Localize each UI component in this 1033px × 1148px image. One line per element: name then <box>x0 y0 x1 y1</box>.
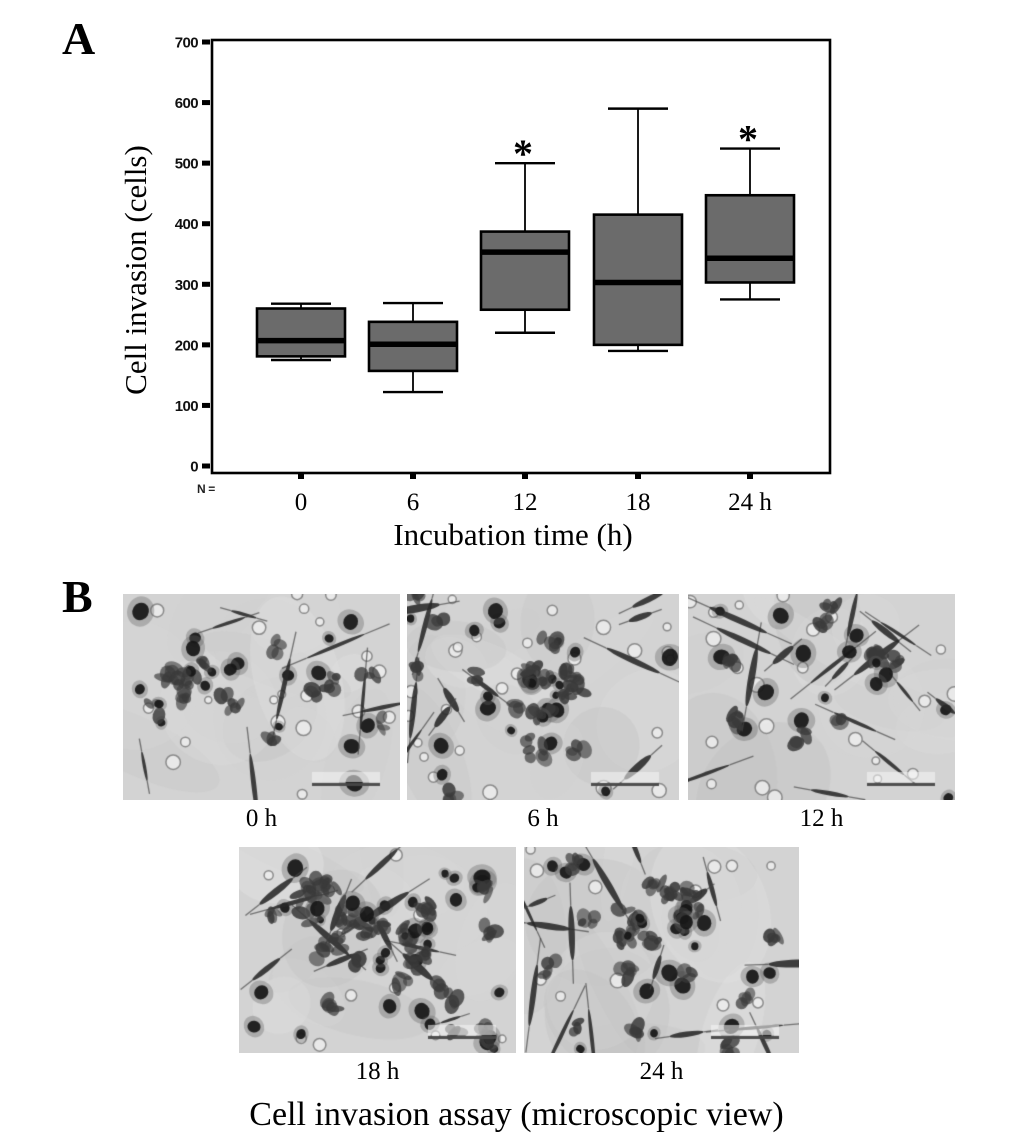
micrograph-24h <box>524 847 799 1086</box>
box-4 <box>706 195 794 282</box>
y-tick-mark <box>202 161 210 166</box>
significance-asterisk: * <box>513 131 533 177</box>
micrograph-image-24h <box>524 847 799 1053</box>
x-tick-label: 6 <box>406 489 420 516</box>
y-tick-mark <box>202 221 210 226</box>
y-tick-mark <box>202 282 210 287</box>
micrograph-18h <box>239 847 516 1086</box>
x-tick-label: 12 <box>512 489 538 516</box>
x-tick-mark <box>298 474 304 479</box>
micrograph-label: 24 h <box>639 1058 684 1085</box>
y-tick-label: 100 <box>174 397 198 415</box>
x-tick-label: 18 <box>625 489 651 516</box>
y-tick-label: 300 <box>174 276 198 294</box>
n-equals-label: N = <box>197 482 215 496</box>
micrograph-label: 12 h <box>799 805 844 832</box>
x-tick-label: 24 h <box>728 489 772 516</box>
y-tick-label: 400 <box>174 216 198 234</box>
panel-a-label: A <box>62 13 96 64</box>
y-tick-label: 0 <box>190 458 198 476</box>
micrograph-label: 0 h <box>245 805 278 832</box>
micrograph-label: 18 h <box>355 1058 400 1085</box>
micrograph-12h <box>688 594 955 833</box>
x-tick-mark <box>747 474 753 479</box>
y-tick-label: 200 <box>174 337 198 355</box>
box-plot-chart <box>0 0 1033 565</box>
y-tick-mark <box>202 342 210 347</box>
y-axis-title: Cell invasion (cells) <box>118 145 153 395</box>
micrograph-image-0h <box>123 594 400 800</box>
micrograph-image-6h <box>407 594 679 800</box>
y-tick-mark <box>202 100 210 105</box>
y-tick-label: 500 <box>174 155 198 173</box>
y-tick-mark <box>202 464 210 469</box>
y-tick-mark <box>202 403 210 408</box>
x-tick-mark <box>635 474 641 479</box>
box-0 <box>257 309 345 357</box>
y-tick-mark <box>202 40 210 45</box>
micrograph-6h <box>407 594 679 833</box>
x-tick-mark <box>410 474 416 479</box>
x-tick-label: 0 <box>294 489 308 516</box>
micrograph-label: 6 h <box>527 805 559 832</box>
box-2 <box>481 232 569 310</box>
x-axis-title: Incubation time (h) <box>393 517 633 552</box>
panel-b-label: B <box>62 571 93 622</box>
significance-asterisk: * <box>738 116 758 162</box>
micrograph-image-12h <box>688 594 955 800</box>
figure-caption: Cell invasion assay (microscopic view) <box>249 1096 784 1133</box>
y-tick-label: 600 <box>174 95 198 113</box>
micrograph-0h <box>123 594 400 833</box>
y-tick-label: 700 <box>174 34 198 52</box>
micrograph-image-18h <box>239 847 516 1053</box>
x-tick-mark <box>522 474 528 479</box>
